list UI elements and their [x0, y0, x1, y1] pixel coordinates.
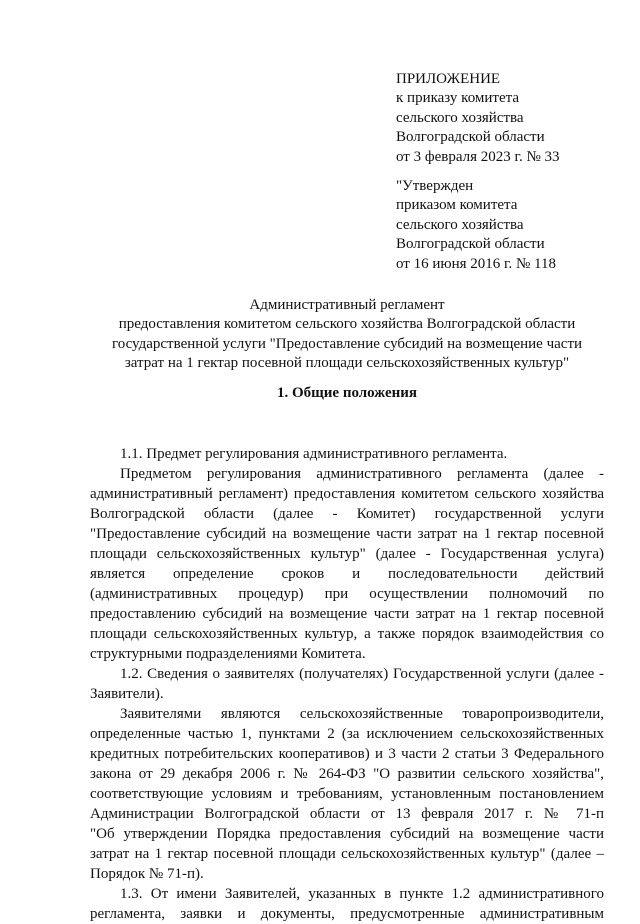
body-line: регламента, заявки и документы, предусмотренные административным [90, 906, 604, 922]
body-line: (административных процедур) при осуществлении полномочий по [90, 586, 604, 602]
title-line: предоставления комитетом сельского хозяйства Волгоградской области [118, 316, 576, 333]
body-line: 1.3. От имени Заявителей, указанных в пункте 1.2 административного [120, 886, 604, 902]
appendix-line: сельского хозяйства [396, 109, 524, 126]
body-text [90, 444, 604, 924]
appendix-line: ПРИЛОЖЕНИЕ [396, 71, 501, 87]
body-line: определенные частью 1, пунктами 2 (за исключением сельскохозяйственных [90, 726, 604, 742]
document-title [90, 296, 604, 374]
body-line: Предметом регулирования административного регламента (далее - [120, 466, 604, 482]
body-line: 1.2. Сведения о заявителях (получателях) Государственной услуги (далее - [120, 666, 604, 682]
title-line: Административный регламент [249, 297, 445, 313]
approved-line: "Утвержден [396, 178, 474, 194]
body-line: Порядок № 71-п). [90, 866, 204, 882]
body-line: соответствующие условиям и требованиям, установленным постановлением [90, 786, 604, 802]
body-line: административный регламент) предоставления комитетом сельского хозяйства [90, 486, 604, 502]
appendix-line: от 3 февраля 2023 г. № 33 [396, 148, 560, 165]
body-line: площади сельскохозяйственных культур" (далее - Государственная услуга) [90, 546, 604, 562]
body-line: закона от 29 декабря 2006 г. № 264-ФЗ "О развитии сельского хозяйства", [90, 766, 604, 782]
body-line: "Об утверждении Порядка предоставления субсидий на возмещение части [90, 826, 604, 842]
body-line: площади сельскохозяйственных культур, а также порядок взаимодействия со [90, 626, 604, 642]
body-line: "Предоставление субсидий на возмещение части затрат на 1 гектар посевной [90, 526, 604, 542]
body-line: является определение сроков и последовательности действий [90, 566, 604, 582]
body-line: Волгоградской области (далее - Комитет) государственной услуги [90, 506, 604, 522]
body-line: затрат на 1 гектар посевной площади сельскохозяйственных культур" (далее – [90, 846, 604, 862]
body-line: Заявители). [90, 686, 164, 702]
approved-line: сельского хозяйства [396, 216, 524, 233]
approved-line: приказом комитета [396, 197, 518, 214]
body-line: 1.1. Предмет регулирования административного регламента. [120, 446, 508, 462]
title-line: затрат на 1 гектар посевной площади сельскохозяйственных культур" [124, 355, 570, 372]
body-line: Заявителями являются сельскохозяйственные товаропроизводители, [120, 706, 604, 722]
body-line: кредитных потребительских кооперативов) и 3 части 2 статьи 3 Федерального [90, 746, 604, 762]
body-line: предоставлению субсидий на возмещение части затрат на 1 гектар посевной [90, 606, 604, 622]
approved-line: Волгоградской области [396, 236, 545, 253]
appendix-line: к приказу комитета [396, 90, 520, 107]
body-line: Администрации Волгоградской области от 13 февраля 2017 г. № 71-п [90, 806, 604, 822]
appendix-line: Волгоградской области [396, 129, 545, 146]
title-line: государственной услуги "Предоставление субсидий на возмещение части [111, 335, 583, 352]
approved-block [396, 177, 626, 274]
body-line: структурными подразделениями Комитета. [90, 646, 366, 662]
approved-line: от 16 июня 2016 г. № 118 [396, 255, 556, 272]
section-heading: 1. Общие положения [276, 385, 418, 401]
appendix-block [396, 70, 626, 167]
